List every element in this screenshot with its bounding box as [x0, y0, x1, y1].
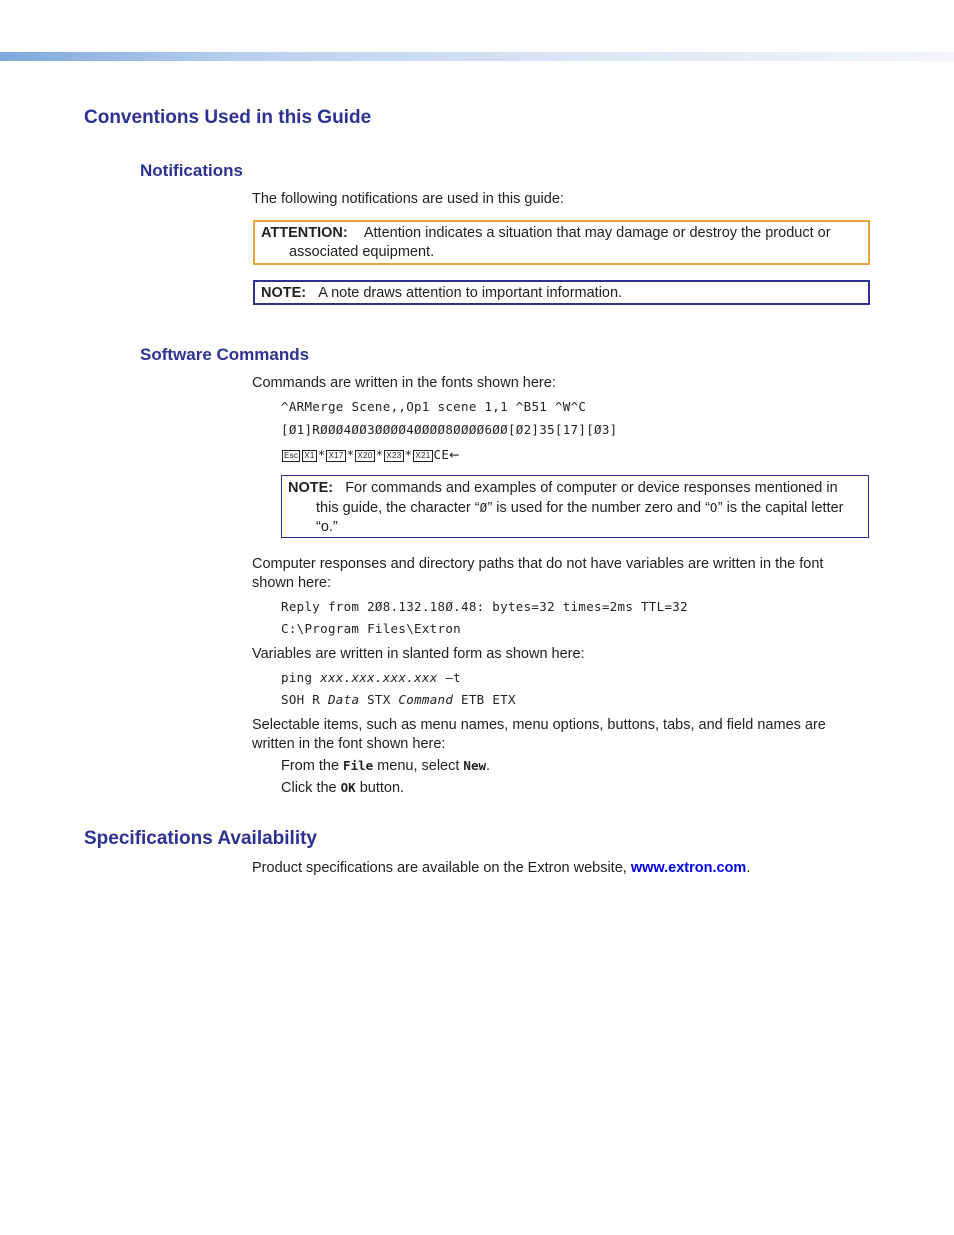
cmd1-part-e: ^W^C	[554, 399, 587, 414]
commands-note-content	[288, 479, 862, 537]
variables-intro: Variables are written in slanted form as shown here:	[252, 646, 585, 662]
extron-website-link[interactable]: www.extron.com	[630, 860, 747, 876]
heading-conventions: Conventions Used in this Guide	[84, 107, 372, 128]
star-4: *	[404, 447, 413, 462]
attention-box	[253, 220, 870, 265]
commands-note-label: NOTE:	[288, 480, 334, 496]
attention-content	[261, 224, 862, 262]
file-example-line	[281, 758, 490, 774]
key-esc: Esc	[284, 450, 299, 460]
note-label: NOTE:	[261, 285, 307, 301]
key-x20: X20	[357, 450, 373, 460]
commands-note-box	[281, 475, 869, 538]
note-box	[253, 280, 870, 305]
command-line-2: [Ø1]RØØØ4ØØ3ØØØØ4ØØØØ8ØØØØ6ØØ[Ø2]35[17][Ø3]	[281, 422, 618, 437]
return-arrow-icon: ←	[449, 447, 460, 462]
o-char: O	[709, 500, 718, 515]
ce-text: CE	[433, 447, 450, 462]
zero-char: Ø	[479, 500, 488, 515]
star-2: *	[346, 447, 355, 462]
from-the-text: From the	[281, 758, 344, 774]
commands-note-text-3: ” is the capital letter “o.”	[316, 500, 844, 535]
heading-specifications: Specifications Availability	[84, 828, 318, 849]
file-menu-example: File	[343, 758, 374, 773]
button-text: button.	[355, 780, 405, 796]
star-1: *	[317, 447, 326, 462]
heading-software-commands: Software Commands	[140, 345, 310, 364]
note-text: A note draws attention to important information.	[318, 285, 623, 301]
attention-label: ATTENTION:	[261, 225, 348, 241]
period: .	[486, 758, 491, 774]
ok-button-example: OK	[340, 780, 356, 795]
key-x23: X23	[386, 450, 402, 460]
specifications-text	[252, 859, 750, 878]
ping-cmd: ping	[281, 670, 321, 685]
new-option-example: New	[463, 758, 486, 773]
commands-note-text-1: For commands and examples of computer or device responses mentioned in this guide, the character “	[316, 480, 838, 516]
data-variable: Data	[327, 692, 360, 707]
etb-text: ETB ETX	[453, 692, 516, 707]
command-line-3	[281, 447, 460, 462]
selectable-intro: Selectable items, such as menu names, menu options, buttons, tabs, and field names are written in the font shown here:	[252, 717, 826, 752]
soh-text: SOH R	[281, 692, 328, 707]
menu-select-text: menu, select	[373, 758, 464, 774]
soh-line	[281, 692, 516, 707]
ping-variable: xxx.xxx.xxx.xxx	[320, 670, 438, 685]
cmd1-part-d: 51	[531, 399, 548, 414]
notifications-intro: The following notifications are used in this guide:	[252, 191, 564, 207]
commands-note-text-2: ” is used for the number zero and “	[487, 500, 710, 516]
key-x17: X17	[328, 450, 344, 460]
cmd1-part-c: ^B	[515, 399, 532, 414]
command-line-1	[281, 399, 586, 414]
response-line: Reply from 2Ø8.132.18Ø.48: bytes=32 times=2ms TTL=32	[281, 599, 688, 614]
header-gradient-bar	[0, 52, 954, 61]
ping-flag: —t	[437, 670, 462, 685]
ping-line	[281, 670, 461, 685]
ok-example-line	[281, 780, 404, 796]
stx-text: STX	[359, 692, 399, 707]
star-3: *	[375, 447, 384, 462]
responses-intro: Computer responses and directory paths that do not have variables are written in the font shown here:	[252, 556, 824, 591]
cmd1-part-b: Merge Scene,,Op1 scene 1,1	[304, 399, 508, 414]
heading-notifications: Notifications	[140, 161, 243, 180]
commands-intro: Commands are written in the fonts shown here:	[252, 375, 556, 391]
key-x21: X21	[415, 450, 431, 460]
cmd1-part-a: ^AR	[281, 399, 305, 414]
specifications-period: .	[746, 860, 751, 876]
path-line: C:\Program Files\Extron	[281, 621, 461, 636]
key-x1: X1	[304, 450, 315, 460]
specifications-sentence: Product specifications are available on the Extron website,	[252, 860, 631, 876]
attention-text: Attention indicates a situation that may damage or destroy the product or associated equipment.	[289, 225, 831, 260]
click-the-text: Click the	[281, 780, 341, 796]
command-variable: Command	[398, 692, 454, 707]
